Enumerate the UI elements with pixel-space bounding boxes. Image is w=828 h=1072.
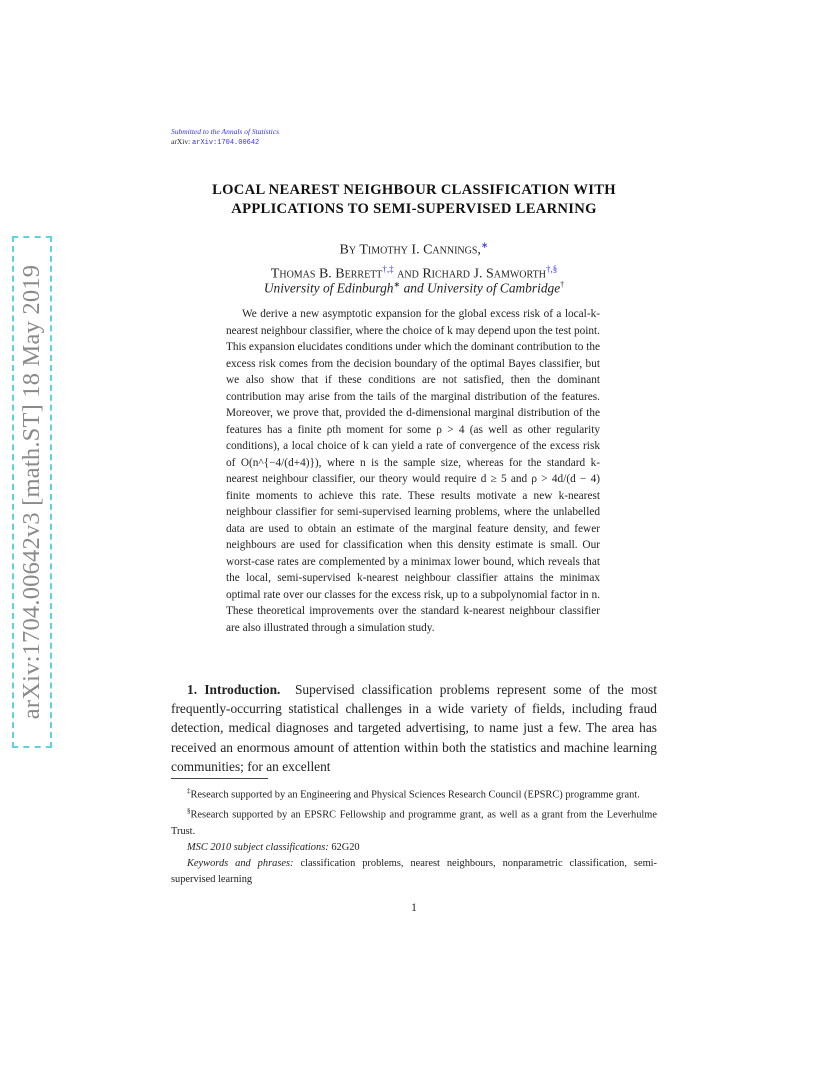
title-line-1: LOCAL NEAREST NEIGHBOUR CLASSIFICATION WITH: [212, 182, 616, 198]
msc-classification: [171, 840, 657, 856]
affiliation-1-mark: ∗: [393, 280, 401, 289]
footnote-2-text: Research supported by an EPSRC Fellowship and programme grant, as well as a grant from the Leverhulme Trust.: [171, 809, 657, 837]
introduction-paragraph: [171, 680, 657, 776]
submitted-journal-link[interactable]: Submitted to the Annals of Statistics: [171, 127, 279, 136]
abstract: We derive a new asymptotic expansion for the global excess risk of a local-k-nearest neighbour classifier, where the choice of k may depend upon the test point. This expansion elucidates conditions under which the dominant contribution to the excess risk comes from the decision boundary of the optimal Bayes classifier, but we also show that if these conditions are not satisfied, then the dominant contribution may arise from the tails of the marginal distribution of the features. Moreover, we prove that, provided the d-dimensional marginal distribution of the features has a finite ρth moment for some ρ > 4 (as well as other regularity conditions), a local choice of k can yield a rate of convergence of the excess risk of O(n^{−4/(d+4)}), where n is the sample size, whereas for the standard k-nearest neighbour classifier, our theory would require d ≥ 5 and ρ > 4d/(d − 4) finite moments to achieve this rate. These results motivate a new k-nearest neighbour classifier for semi-supervised learning problems, where the unlabelled data are used to obtain an estimate of the marginal feature density, and fewer neighbours are used for classification when this density estimate is small. Our worst-case rates are complemented by a minimax lower bound, which reveals that the local, semi-supervised k-nearest neighbour classifier attains the minimax optimal rate over our classes for the excess risk, up to a subpolynomial factor in n. These theoretical improvements over the standard k-nearest neighbour classifier are also illustrated through a simulation study.: [226, 308, 600, 634]
page-number: 1: [411, 902, 417, 914]
affiliation-2: University of Cambridge: [427, 280, 561, 296]
keywords: [171, 856, 657, 888]
section-heading-introduction: 1. Introduction.: [187, 682, 281, 697]
footnote-1-mark: ‡: [187, 787, 191, 795]
author-1: Timothy I. Cannings,: [359, 242, 481, 258]
author-3: Richard J. Samworth: [422, 266, 546, 282]
affiliation-2-mark: †: [560, 280, 565, 289]
keywords-label: Keywords and phrases:: [187, 857, 294, 869]
author-and: and: [393, 266, 423, 282]
footnote-funding-2: [171, 803, 657, 839]
msc-label: MSC 2010 subject classifications:: [187, 841, 329, 853]
arxiv-code-link[interactable]: arXiv:1704.00642: [192, 139, 260, 147]
author-2: Thomas B. Berrett: [270, 266, 383, 282]
title-line-2: APPLICATIONS TO SEMI-SUPERVISED LEARNING: [231, 201, 597, 217]
arxiv-prefix: arXiv:: [171, 137, 191, 146]
footnote-1-text: Research supported by an Engineering and Physical Sciences Research Council (EPSRC) programme grant.: [190, 789, 640, 801]
msc-value: 62G20: [328, 841, 360, 853]
author-3-mark[interactable]: †,§: [545, 263, 558, 274]
author-2-mark[interactable]: †,‡: [382, 263, 394, 274]
footnote-funding-1: [171, 783, 657, 803]
footnote-rule: [171, 778, 268, 779]
affiliations: [150, 280, 678, 296]
arxiv-stamp-text: arXiv:1704.00642v3 [math.ST] 18 May 2019: [18, 264, 45, 720]
footnotes: [171, 778, 657, 888]
arxiv-id-line: [171, 137, 259, 147]
footnote-2-mark: §: [187, 807, 191, 816]
author-list: [150, 236, 678, 283]
affiliation-1: University of Edinburgh: [263, 280, 394, 296]
affiliation-and: and: [400, 280, 427, 296]
author-1-mark[interactable]: ∗: [480, 240, 489, 250]
introduction-text: Supervised classification problems represent some of the most frequently-occurring statistical challenges in a wide variety of fields, including fraud detection, medical diagnoses and targeted advertising, to name just a few. The area has received an enormous amount of attention within both the statistics and machine learning communities; for an excellent: [171, 682, 657, 774]
keywords-value: classification problems, nearest neighbours, nonparametric classification, semi-supervised learning: [171, 857, 657, 885]
author-by: By: [339, 242, 360, 258]
paper-title: [150, 181, 678, 219]
arxiv-stamp: [12, 236, 52, 748]
